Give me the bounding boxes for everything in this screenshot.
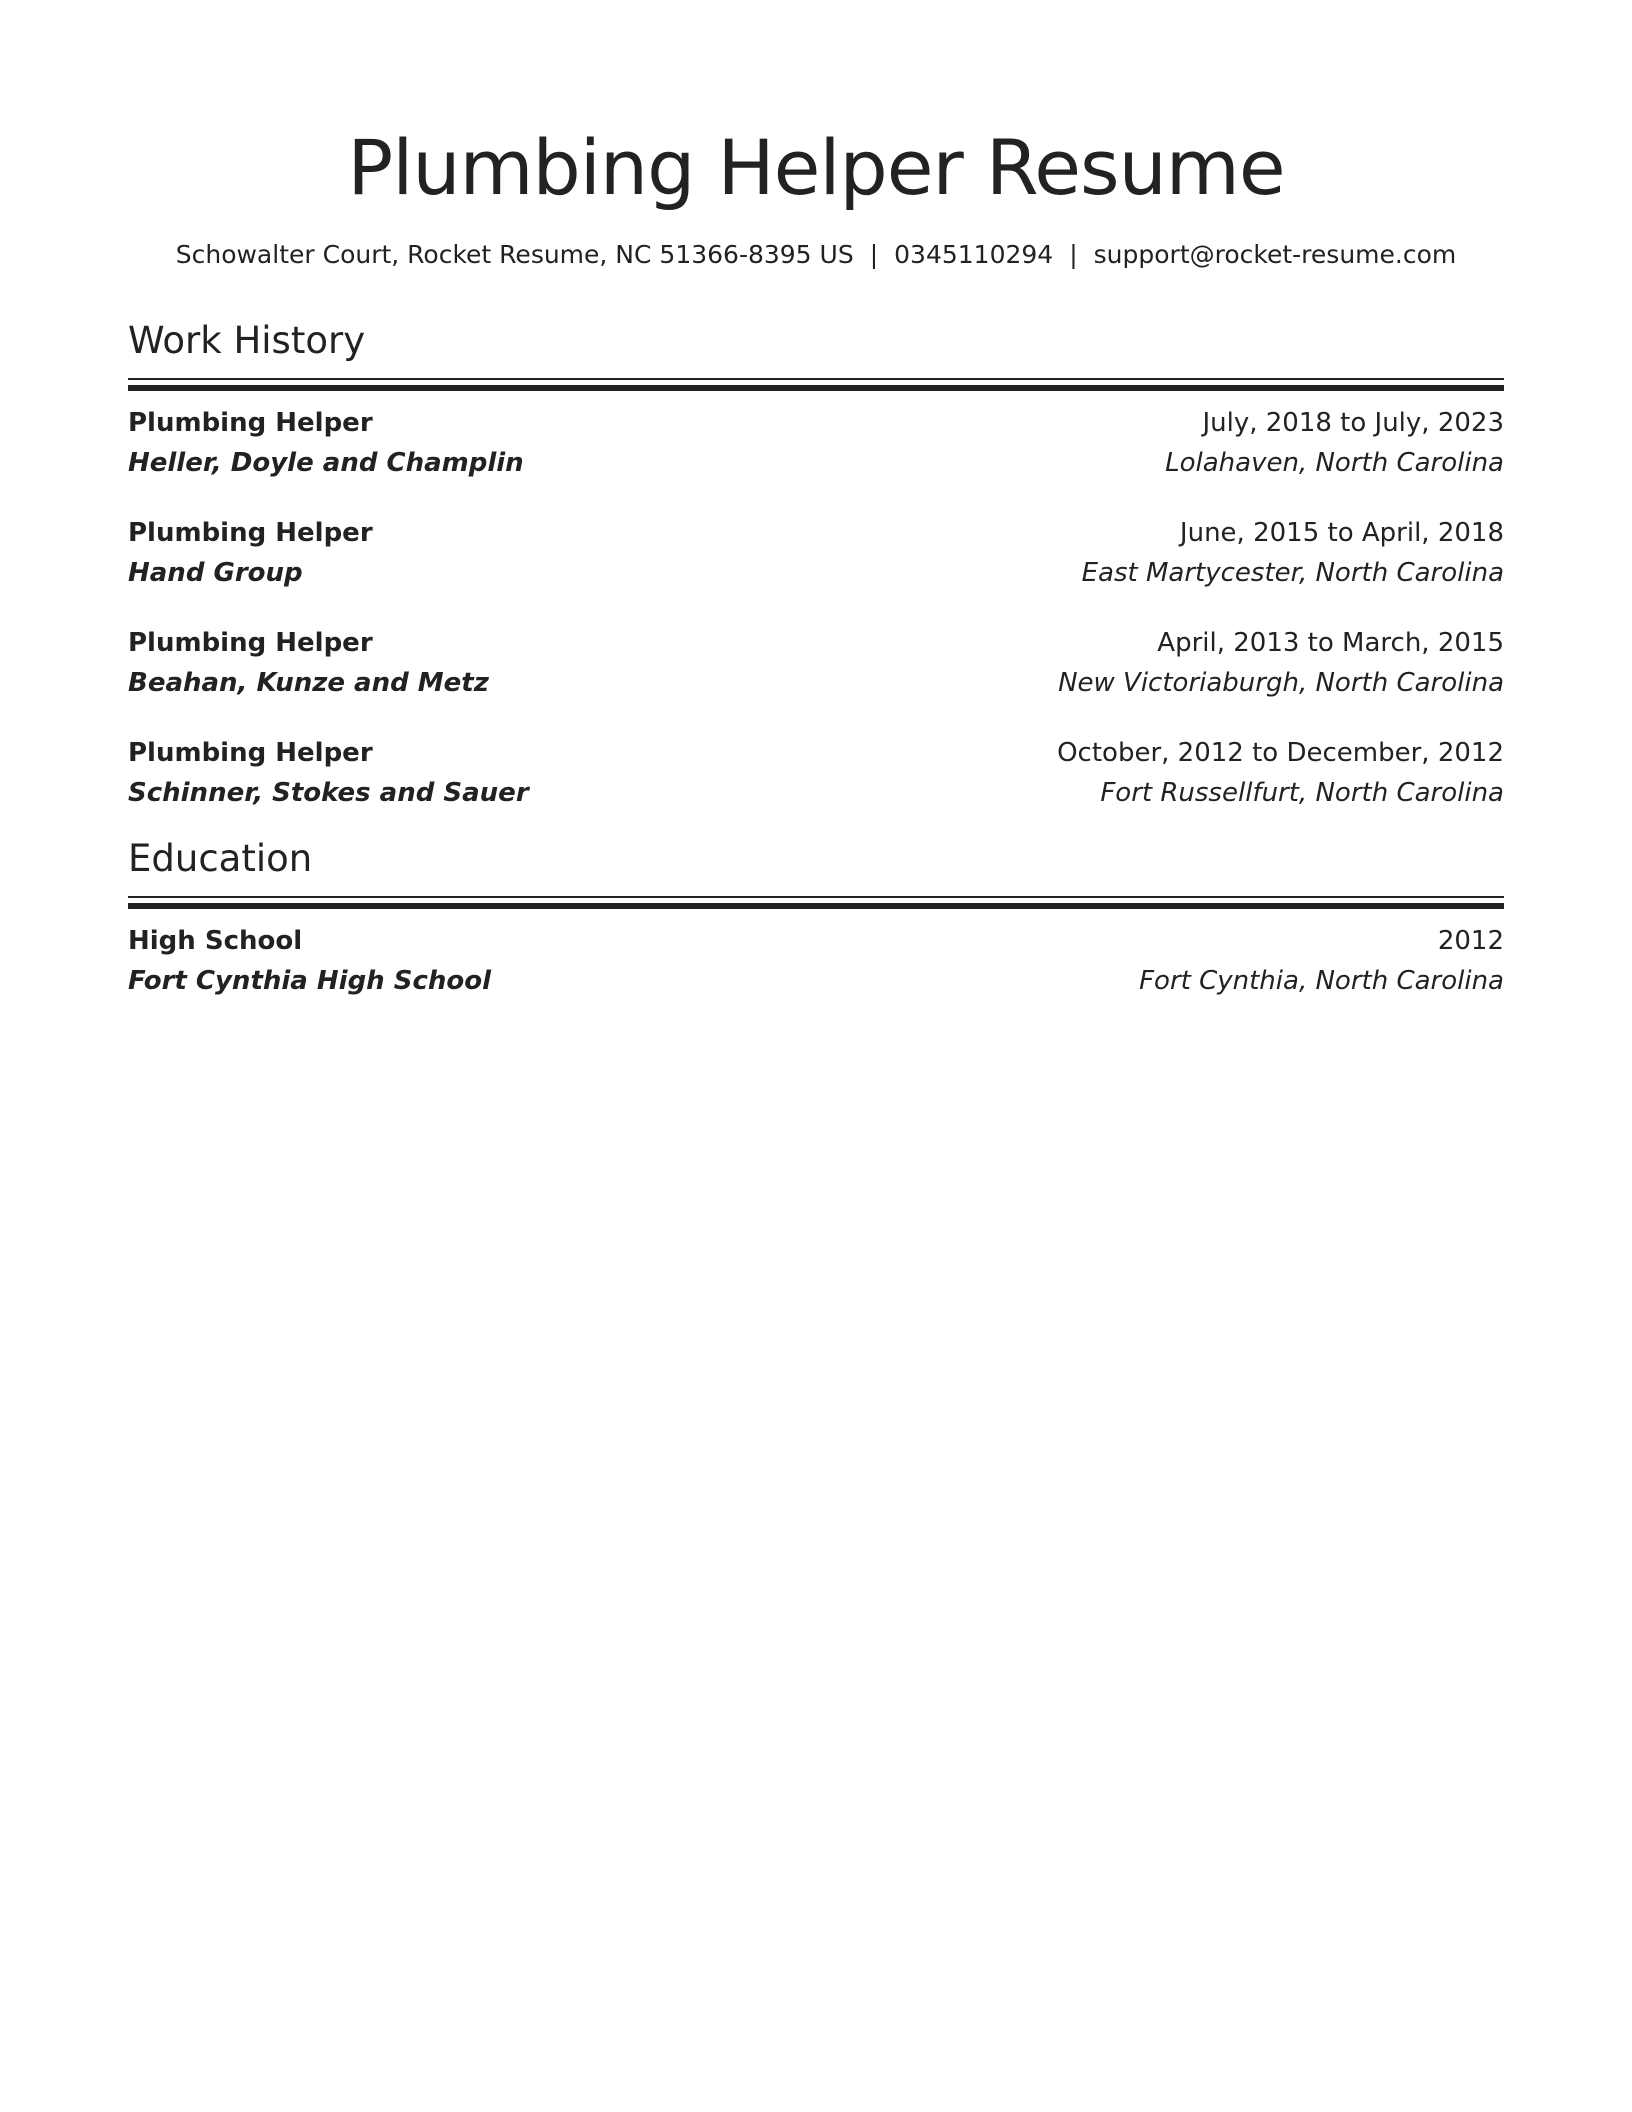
job-title: Plumbing Helper [128,628,373,658]
school-location: Fort Cynthia, North Carolina [1139,966,1504,996]
contact-email: support@rocket-resume.com [1093,240,1457,269]
resume-title: Plumbing Helper Resume [347,123,1285,212]
work-entry [128,403,1504,513]
job-dates: June, 2015 to April, 2018 [1179,518,1504,548]
job-title: Plumbing Helper [128,518,373,548]
job-title: Plumbing Helper [128,408,373,438]
job-location: Fort Russellfurt, North Carolina [1100,778,1504,808]
contact-separator: | [1069,240,1078,269]
education-section [128,834,1504,1031]
contact-separator: | [869,240,879,269]
contact-address: Schowalter Court, Rocket Resume, NC 51366-8395 US [175,240,854,269]
section-divider-thick [128,903,1504,909]
job-location: Lolahaven, North Carolina [1165,448,1504,478]
section-divider-thin [128,896,1504,898]
work-history-section [128,316,1504,843]
degree-title: High School [128,926,303,956]
contact-phone: 0345110294 [894,240,1054,269]
section-heading-work-history: Work History [128,319,366,362]
graduation-year: 2012 [1437,926,1504,956]
work-entry [128,513,1504,623]
employer-name: Beahan, Kunze and Metz [128,668,489,698]
education-entry [128,921,1504,1031]
employer-name: Schinner, Stokes and Sauer [128,778,529,808]
contact-line [128,237,1504,273]
work-entry [128,733,1504,843]
job-title: Plumbing Helper [128,738,373,768]
job-dates: April, 2013 to March, 2015 [1157,628,1504,658]
work-entry [128,623,1504,733]
section-divider-thick [128,385,1504,391]
section-divider-thin [128,378,1504,380]
job-location: East Martycester, North Carolina [1081,558,1504,588]
school-name: Fort Cynthia High School [128,966,492,996]
employer-name: Hand Group [128,558,303,588]
job-dates: October, 2012 to December, 2012 [1057,738,1504,768]
section-heading-education: Education [128,837,313,880]
job-location: New Victoriaburgh, North Carolina [1058,668,1504,698]
job-dates: July, 2018 to July, 2023 [1202,408,1504,438]
employer-name: Heller, Doyle and Champlin [128,448,524,478]
